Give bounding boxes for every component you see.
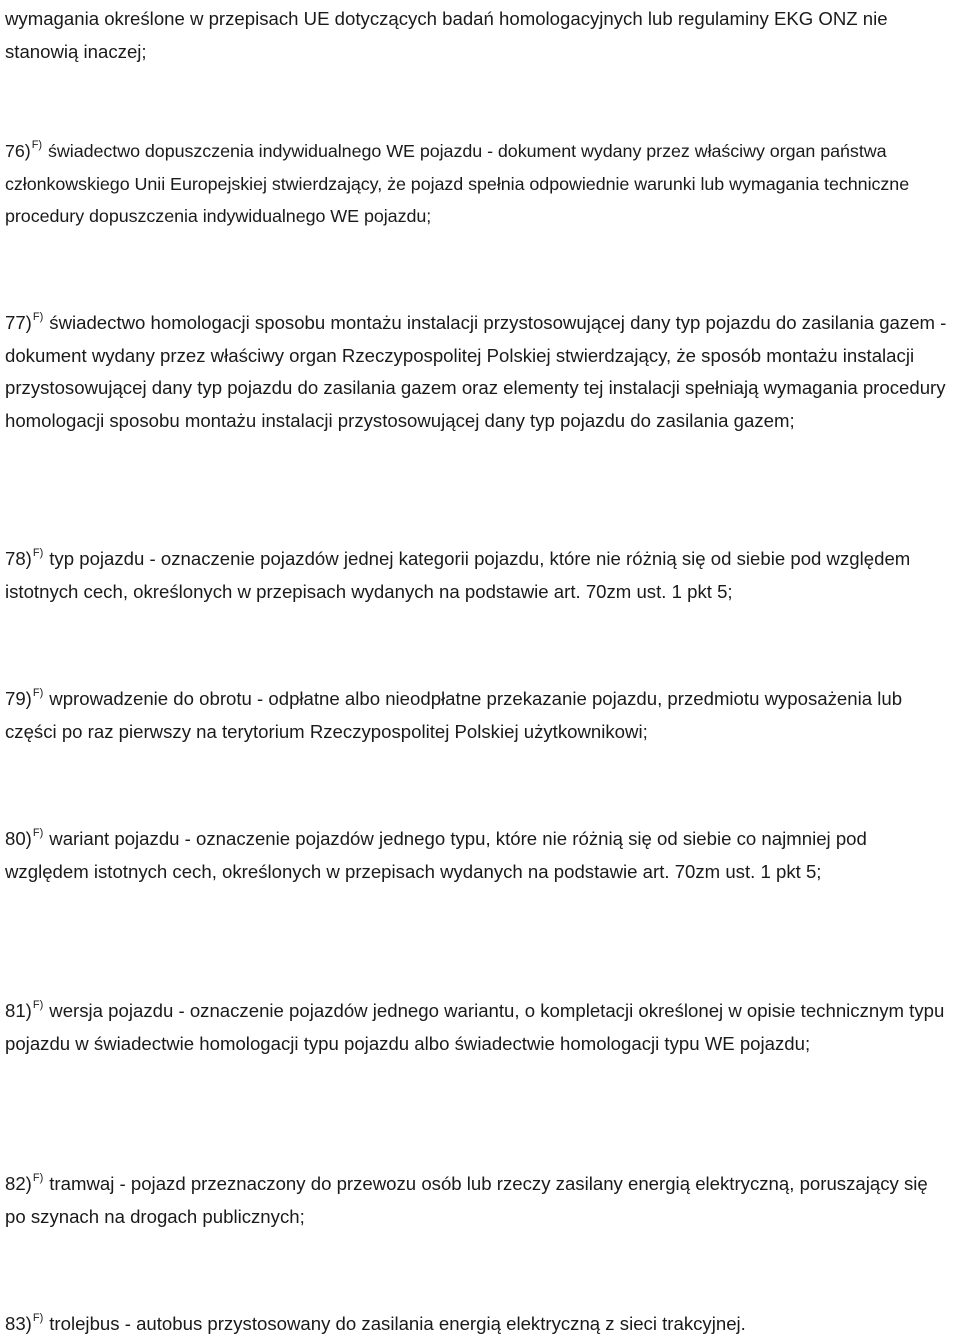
footnote-marker: F) — [32, 311, 44, 323]
paragraph-text: typ pojazdu - oznaczenie pojazdów jednej kategorii pojazdu, które nie różnią się od siebie pod względem istotnych cech, określonych w przepisach wydanych na podstawie art. 70zm ust. 1 pkt 5; — [5, 548, 911, 602]
paragraph-text: świadectwo homologacji sposobu montażu instalacji przystosowującej dany typ pojazdu do zasilania gazem - dokument wydany przez właściwy organ Rzeczypospolitej Polskiej stwierdzający, że sposób montażu instalacji przystosowującej dany typ pojazdu do zasilania gazem oraz elementy tej instalacji spełniają wymagania procedury homologacji sposobu montażu instalacji przystosowującej dany typ pojazdu do zasilania gazem; — [5, 312, 947, 431]
paragraph-text: trolejbus - autobus przystosowany do zasilania energią elektryczną z sieci trakcyjnej. — [49, 1313, 746, 1334]
paragraph-78 — [5, 543, 950, 608]
footnote-marker: F) — [32, 547, 44, 559]
item-number: 79) — [5, 688, 32, 709]
paragraph-text: świadectwo dopuszczenia indywidualnego WE pojazdu - dokument wydany przez właściwy organ państwa członkowskiego Unii Europejskiej stwierdzający, że pojazd spełnia odpowiednie warunki lub wymagania techniczne procedury dopuszczenia indywidualnego WE pojazdu; — [5, 141, 910, 226]
paragraph-79 — [5, 683, 950, 748]
paragraph-82 — [5, 1168, 950, 1233]
item-number: 83) — [5, 1313, 32, 1334]
item-number: 82) — [5, 1173, 32, 1194]
paragraph-text: wprowadzenie do obrotu - odpłatne albo nieodpłatne przekazanie pojazdu, przedmiotu wyposażenia lub części po raz pierwszy na terytorium Rzeczypospolitej Polskiej użytkownikowi; — [5, 688, 903, 742]
paragraph-text: tramwaj - pojazd przeznaczony do przewozu osób lub rzeczy zasilany energią elektryczną, poruszający się po szynach na drogach publicznych; — [5, 1173, 928, 1227]
footnote-marker: F) — [32, 1312, 44, 1324]
item-number: 77) — [5, 312, 32, 333]
paragraph-text: wersja pojazdu - oznaczenie pojazdów jednego wariantu, o kompletacji określonej w opisie technicznym typu pojazdu w świadectwie homologacji typu pojazdu albo świadectwie homologacji typu WE pojazdu; — [5, 1000, 945, 1054]
paragraph-83 — [5, 1308, 950, 1341]
item-number: 81) — [5, 1000, 32, 1021]
paragraph-text: wariant pojazdu - oznaczenie pojazdów jednego typu, które nie różnią się od siebie co najmniej pod względem istotnych cech, określonych w przepisach wydanych na podstawie art. 70zm ust. 1 pkt 5; — [5, 828, 867, 882]
footnote-marker: F) — [31, 139, 43, 151]
paragraph-81 — [5, 995, 950, 1060]
item-number: 76) — [5, 141, 31, 161]
item-number: 80) — [5, 828, 32, 849]
paragraph-text: wymagania określone w przepisach UE dotyczących badań homologacyjnych lub regulaminy EKG ONZ nie stanowią inaczej; — [5, 8, 888, 62]
footnote-marker: F) — [32, 999, 44, 1011]
footnote-marker: F) — [32, 827, 44, 839]
paragraph-77 — [5, 307, 950, 437]
paragraph-80 — [5, 823, 950, 888]
footnote-marker: F) — [32, 687, 44, 699]
item-number: 78) — [5, 548, 32, 569]
footnote-marker: F) — [32, 1172, 44, 1184]
paragraph-continuation — [5, 3, 950, 68]
paragraph-76 — [5, 135, 950, 233]
